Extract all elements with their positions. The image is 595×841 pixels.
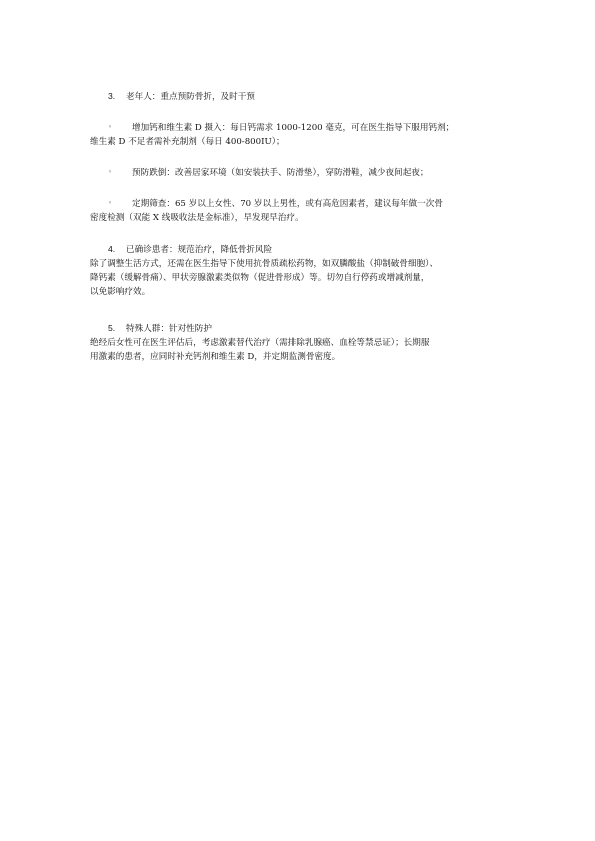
- bullet-line: [90, 196, 510, 211]
- bullet-marker-icon: ◦: [108, 199, 113, 207]
- bullet-text: 预防跌倒：改善居家环境（如安装扶手、防滑垫），穿防滑鞋，减少夜间起夜；: [132, 168, 429, 178]
- section-title: 已确诊患者：规范治疗，降低骨折风险: [126, 245, 273, 255]
- paragraph-line: 用激素的患者，应同时补充钙剂和维生素 D，并定期监测骨密度。: [90, 352, 341, 362]
- section-number: 5.: [108, 323, 116, 333]
- paragraph-line: 绝经后女性可在医生评估后，考虑激素替代治疗（需排除乳腺癌、血栓等禁忌证）；长期服: [90, 338, 430, 348]
- bullet-line: [90, 120, 510, 135]
- section-5-heading: [90, 321, 510, 336]
- paragraph-line: 降钙素（缓解骨痛）、甲状旁腺激素类似物（促进骨形成）等。切勿自行停药或增减剂量，: [90, 273, 430, 283]
- bullet-text: 定期筛查：65 岁以上女性、70 岁以上男性，或有高危因素者，建议每年做一次骨: [132, 199, 443, 209]
- bullet-marker-icon: ◦: [108, 168, 113, 176]
- section-5: [90, 321, 510, 364]
- bullet-calcium-vitd: [90, 120, 510, 149]
- section-number: 4.: [108, 244, 116, 254]
- bullet-text: 增加钙和维生素 D 摄入：每日钙需求 1000-1200 毫克，可在医生指导下服用钙剂；: [132, 123, 455, 133]
- bullet-screening: [90, 196, 510, 225]
- bullet-line: [90, 165, 510, 180]
- paragraph-line: 以免影响疗效。: [90, 287, 151, 297]
- bullet-continuation: 密度检测（双能 X 线吸收法是金标准），早发现早治疗。: [90, 213, 304, 223]
- bullet-marker-icon: ◦: [108, 123, 113, 131]
- section-title: 老年人：重点预防骨折，及时干预: [126, 92, 255, 102]
- paragraph-line: 除了调整生活方式，还需在医生指导下使用抗骨质疏松药物，如双膦酸盐（抑制破骨细胞）、: [90, 259, 439, 269]
- section-title: 特殊人群：针对性防护: [126, 324, 212, 334]
- bullet-fall-prevention: [90, 165, 510, 180]
- bullet-continuation: 维生素 D 不足者需补充制剂（每日 400-800IU）；: [90, 137, 285, 147]
- section-4: [90, 242, 510, 299]
- section-4-heading: [90, 242, 510, 257]
- section-3-heading: [90, 89, 510, 104]
- section-number: 3.: [108, 91, 116, 101]
